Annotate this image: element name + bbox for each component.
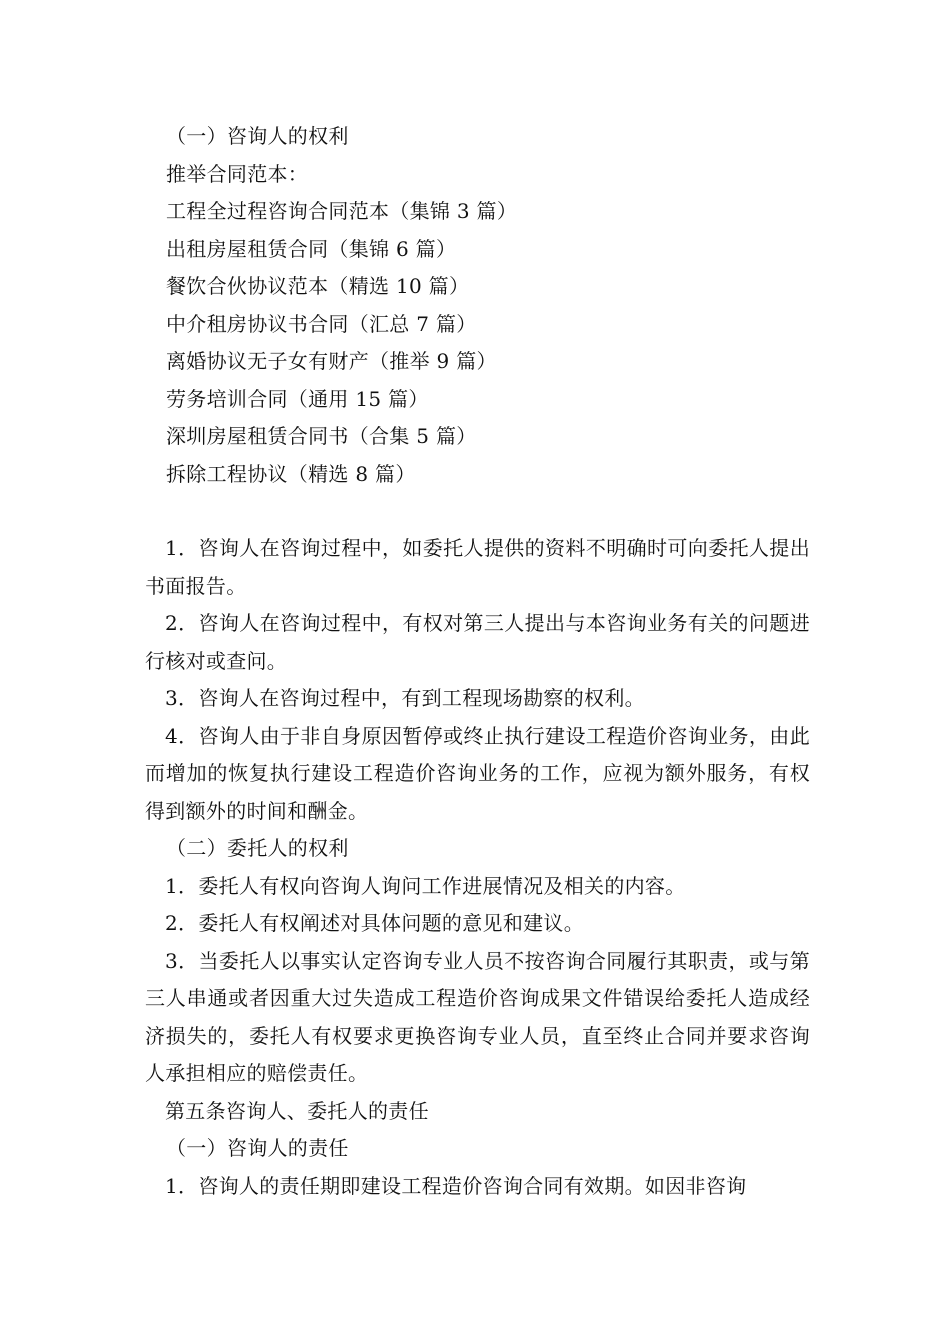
consultant-right-2: 2．咨询人在咨询过程中，有权对第三人提出与本咨询业务有关的问题进行核对或查问。 [145, 611, 810, 673]
consultant-right-4: 4．咨询人由于非自身原因暂停或终止执行建设工程造价咨询业务，由此而增加的恢复执行建设工程造价咨询业务的工作，应视为额外服务，有权得到额外的时间和酬金。 [145, 723, 810, 823]
section-heading-client-rights: （二）委托人的权利 [166, 836, 349, 860]
template-link-4[interactable]: 中介租房协议书合同（汇总 7 篇） [166, 311, 477, 336]
consultant-right-3: 3．咨询人在咨询过程中，有到工程现场勘察的权利。 [165, 686, 645, 710]
client-right-2: 2．委托人有权阐述对具体问题的意见和建议。 [165, 911, 585, 935]
client-right-1: 1．委托人有权向咨询人询问工作进展情况及相关的内容。 [165, 873, 686, 898]
section-heading-consultant-responsibility: （一）咨询人的责任 [166, 1136, 349, 1160]
template-link-3[interactable]: 餐饮合伙协议范本（精选 10 篇） [166, 274, 470, 298]
templates-label: 推举合同范本： [166, 161, 309, 186]
template-link-5[interactable]: 离婚协议无子女有财产（推举 9 篇） [166, 349, 497, 373]
client-right-3: 3．当委托人以事实认定咨询专业人员不按咨询合同履行其职责，或与第三人串通或者因重大过失造成工程造价咨询成果文件错误给委托人造成经济损失的，委托人有权要求更换咨询专业人员，直至终止合同并要求咨询人承担相应的赔偿责任。 [145, 948, 810, 1085]
template-link-6[interactable]: 劳务培训合同（通用 15 篇） [166, 386, 429, 411]
template-link-1[interactable]: 工程全过程咨询合同范本（集锦 3 篇） [166, 199, 518, 223]
article-5-heading: 第五条咨询人、委托人的责任 [165, 1098, 429, 1123]
template-link-2[interactable]: 出租房屋租赁合同（集锦 6 篇） [166, 236, 457, 261]
template-link-8[interactable]: 拆除工程协议（精选 8 篇） [166, 461, 416, 486]
consultant-right-1: 1．咨询人在咨询过程中，如委托人提供的资料不明确时可向委托人提出书面报告。 [145, 536, 810, 598]
responsibility-item-1: 1．咨询人的责任期即建设工程造价咨询合同有效期。如因非咨询 [165, 1173, 747, 1198]
section-heading-consultant-rights: （一）咨询人的权利 [166, 124, 349, 148]
template-link-7[interactable]: 深圳房屋租赁合同书（合集 5 篇） [166, 424, 477, 448]
document-body [145, 118, 810, 1205]
